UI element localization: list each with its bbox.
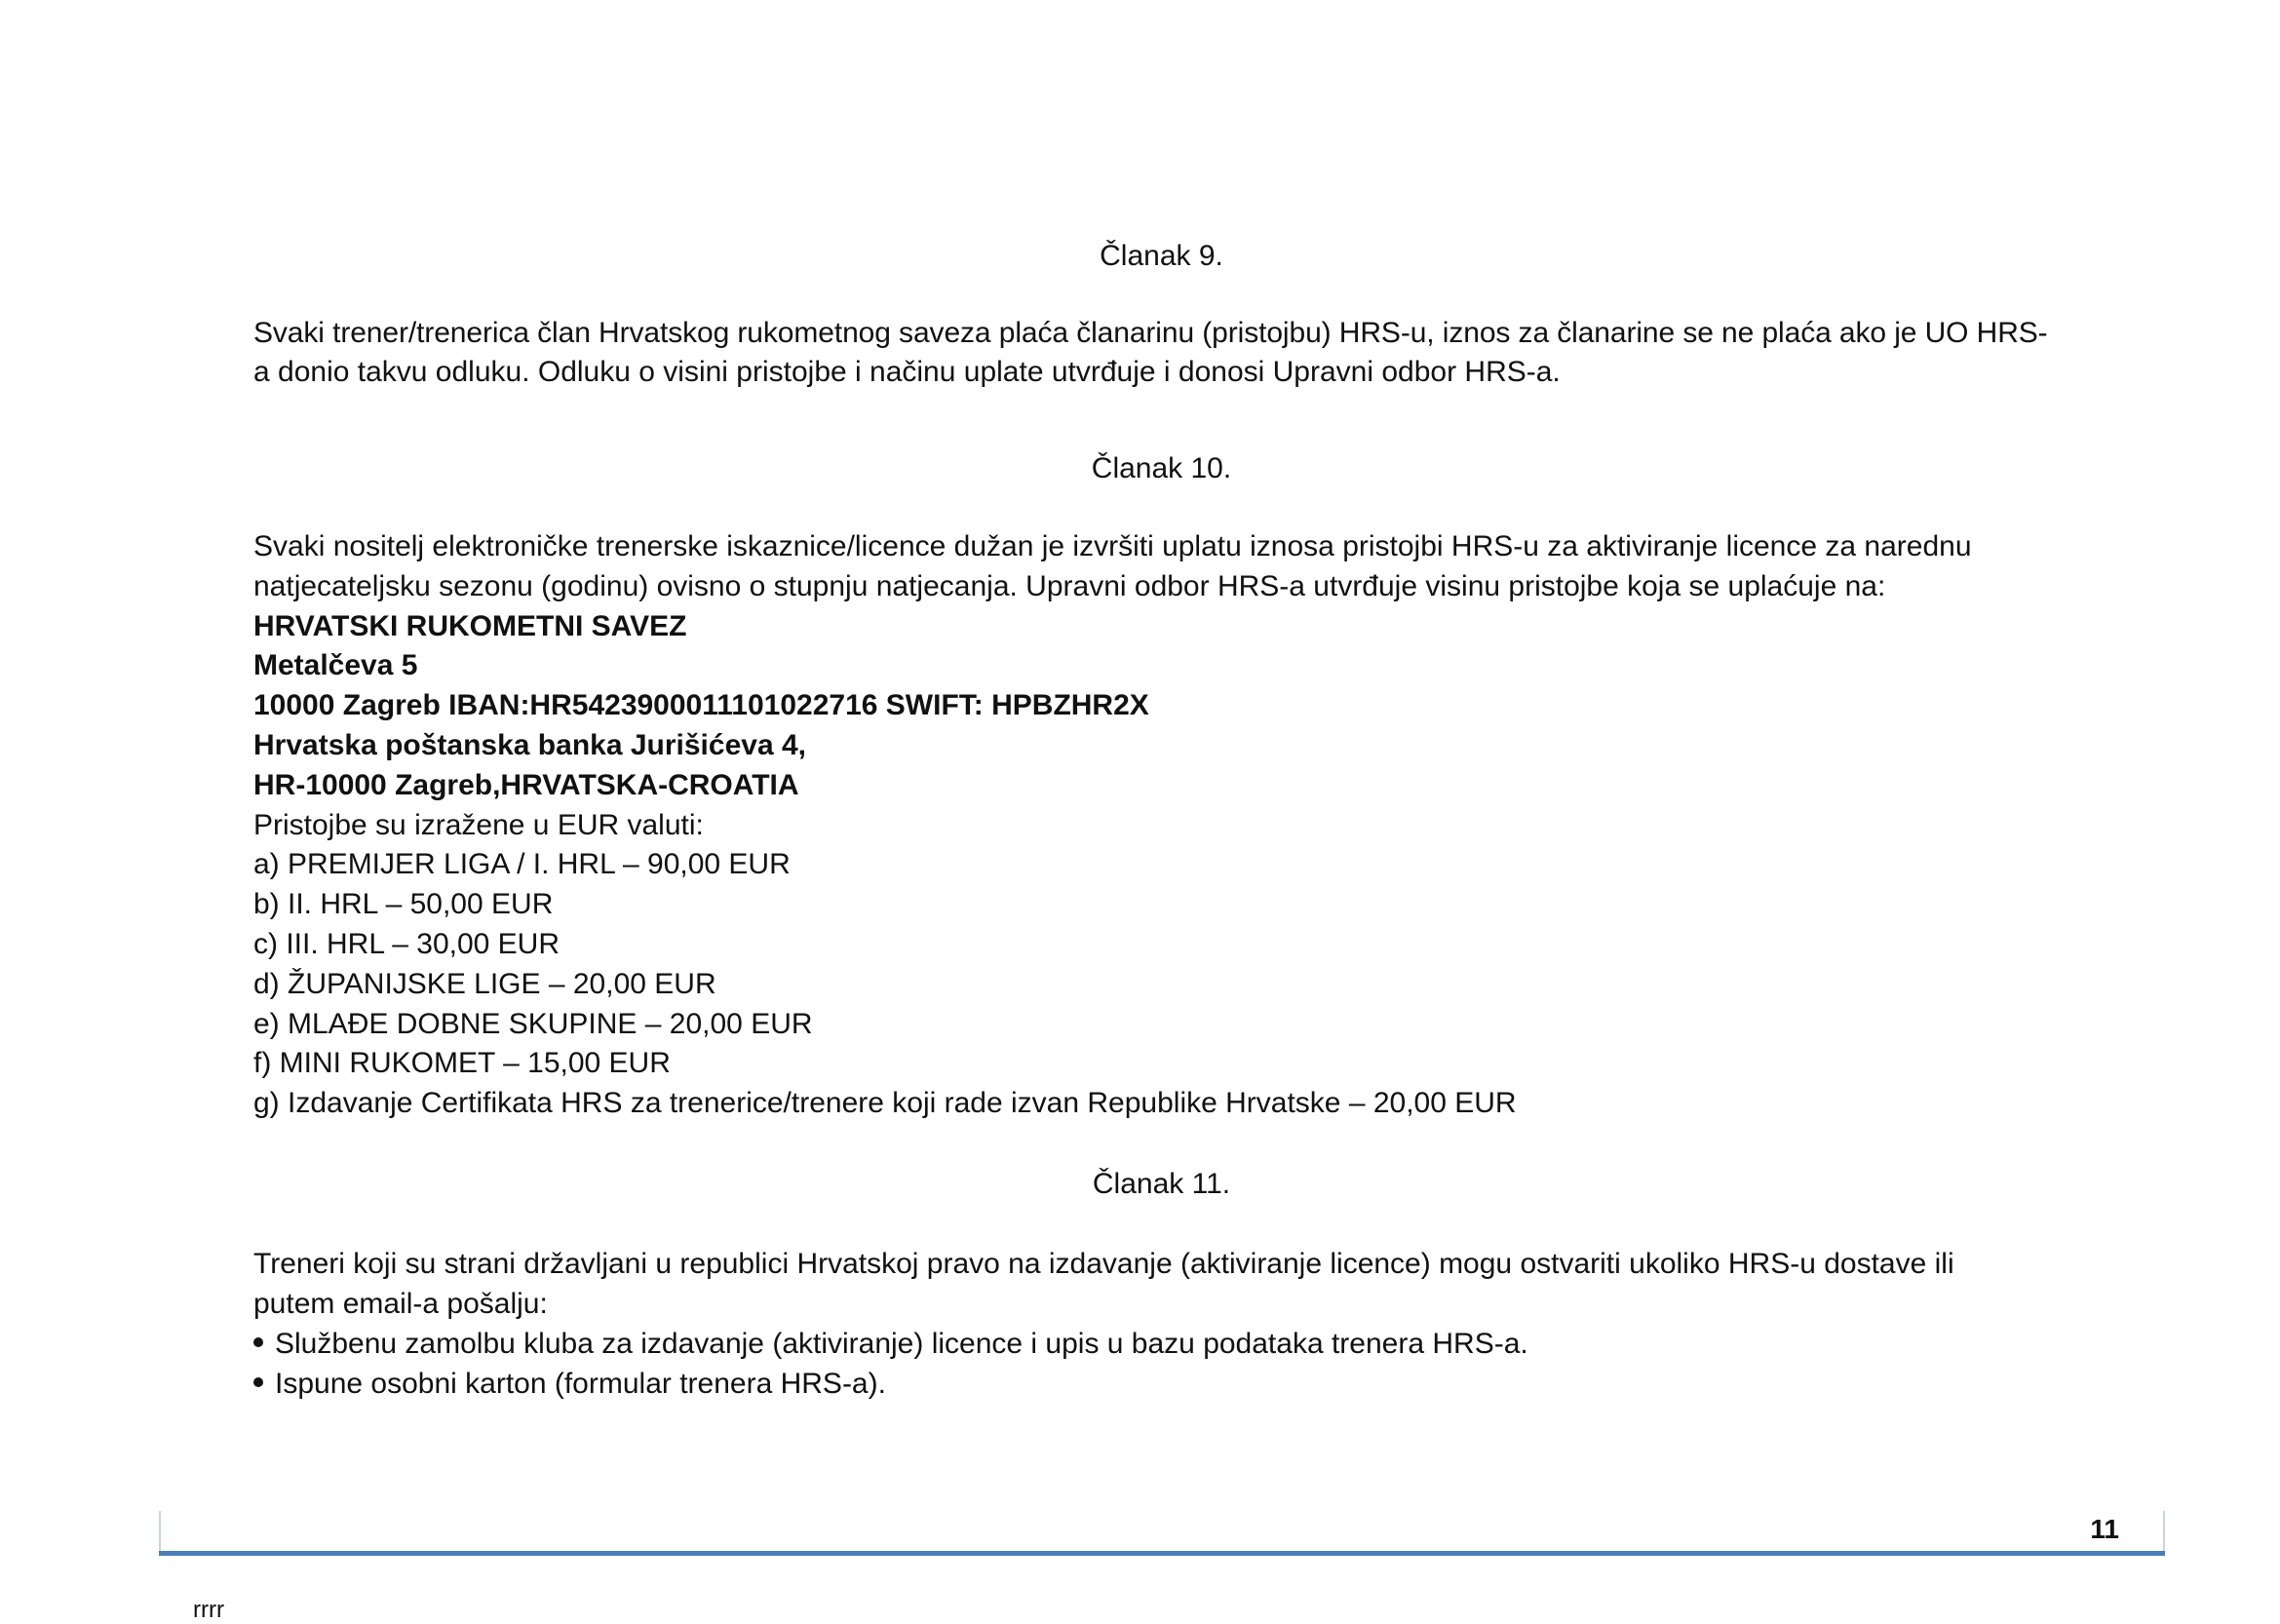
fee-item: d) ŽUPANIJSKE LIGE – 20,00 EUR [253, 967, 716, 1000]
footer-rule [159, 1551, 2165, 1556]
fee-item: b) II. HRL – 50,00 EUR [253, 888, 554, 921]
currency-note: Pristojbe su izražene u EUR valuti: [253, 808, 704, 841]
bullet-text: Ispune osobni karton (formular trenera HRS-a). [275, 1368, 886, 1400]
footer-left-edge [159, 1511, 161, 1552]
footer-note: rrrr [193, 1597, 224, 1623]
fee-item: c) III. HRL – 30,00 EUR [253, 927, 560, 960]
article-9-body [253, 314, 2048, 392]
fee-item: g) Izdavanje Certifikata HRS za trenerice/trenere koji rade izvan Republike Hrvatske – 20,00 EUR [253, 1087, 1517, 1120]
article-10-body [253, 527, 1972, 1124]
article-10-line-2: natjecateljsku sezonu (godinu) ovisno o stupnju natjecanja. Upravni odbor HRS-a utvrđuje visinu pristojbe koja se uplaćuje na: [253, 569, 1886, 602]
footer-right-edge [2163, 1511, 2165, 1552]
bank-street: Metalčeva 5 [253, 649, 418, 682]
bullet-icon [253, 1377, 263, 1387]
bullet-item [253, 1324, 1954, 1364]
fee-item: f) MINI RUKOMET – 15,00 EUR [253, 1047, 671, 1080]
article-9-line-2: a donio takvu odluku. Odluku o visini pristojbe i načinu uplate utvrđuje i donosi Upravni odbor HRS-a. [253, 356, 1561, 388]
bank-iban-swift: 10000 Zagreb IBAN:HR5423900011101022716 SWIFT: HPBZHR2X [253, 689, 1149, 722]
article-11-line-1: Treneri koji su strani državljani u republici Hrvatskoj pravo na izdavanje (aktiviranje licence) mogu ostvariti ukoliko HRS-u dostave ili [253, 1248, 1954, 1280]
article-11-heading: Članak 11. [1092, 1168, 1231, 1200]
fee-item: a) PREMIJER LIGA / I. HRL – 90,00 EUR [253, 848, 791, 881]
bullet-text: Službenu zamolbu kluba za izdavanje (aktiviranje) licence i upis u bazu podataka trenera HRS-a. [275, 1328, 1528, 1360]
bullet-item [253, 1364, 1954, 1404]
bank-name: HRVATSKI RUKOMETNI SAVEZ [253, 609, 687, 642]
bank-branch: Hrvatska poštanska banka Jurišićeva 4, [253, 728, 806, 761]
fee-item: e) MLAĐE DOBNE SKUPINE – 20,00 EUR [253, 1007, 813, 1040]
article-9-line-1: Svaki trener/trenerica član Hrvatskog rukometnog saveza plaća članarinu (pristojbu) HRS-u, iznos za članarine se ne plaća ako je UO HRS- [253, 317, 2048, 349]
article-10-heading: Članak 10. [1091, 452, 1232, 484]
article-11-line-2: putem email-a pošalju: [253, 1288, 548, 1320]
article-10-line-1: Svaki nositelj elektroničke trenerske iskaznice/licence dužan je izvršiti uplatu iznosa pristojbi HRS-u za aktiviranje licence za narednu [253, 530, 1972, 562]
bank-city-country: HR-10000 Zagreb,HRVATSKA-CROATIA [253, 768, 799, 801]
page-number: 11 [2090, 1514, 2119, 1544]
article-9-heading: Članak 9. [1100, 240, 1223, 272]
bullet-icon [253, 1337, 263, 1347]
article-11-body [253, 1244, 1954, 1404]
